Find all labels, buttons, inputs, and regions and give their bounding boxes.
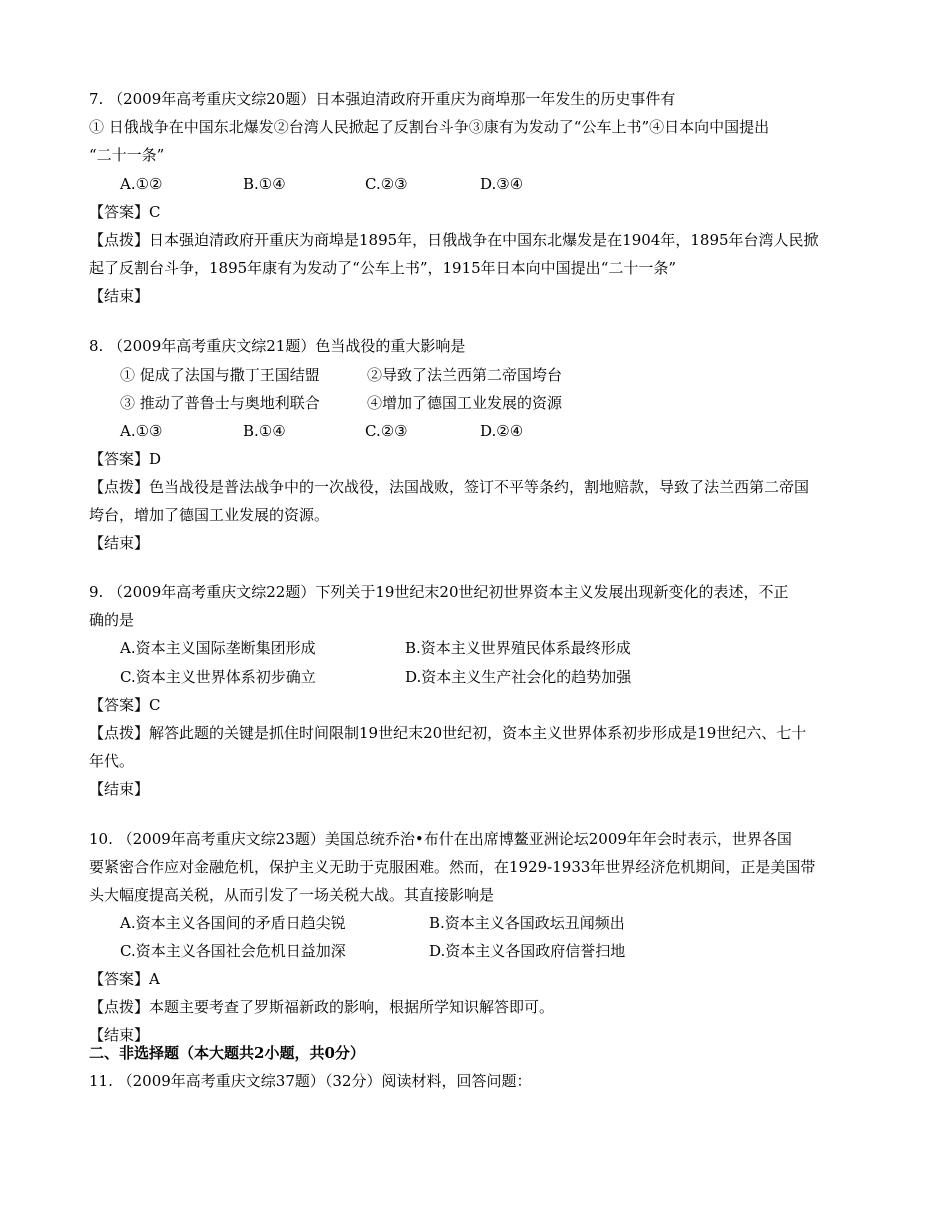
- q9-end: 【结束】: [89, 780, 150, 798]
- q9-option-c: C.资本主义世界体系初步确立: [120, 668, 316, 686]
- q8-item-3: ③ 推动了普鲁士与奥地利联合: [120, 394, 320, 412]
- q7-analysis-line1: 【点拨】日本强迫清政府开重庆为商埠是1895年，日俄战争在中国东北爆发是在1904年，1895年台湾人民掀: [89, 231, 819, 249]
- q8-option-b: B.①④: [243, 422, 286, 440]
- q8-end: 【结束】: [89, 534, 150, 552]
- q8-analysis-line1: 【点拨】色当战役是普法战争中的一次战役，法国战败，签订不平等条约，割地赔款，导致了法兰西第二帝国: [89, 478, 810, 496]
- q10-end: 【结束】: [89, 1026, 150, 1044]
- q9-answer: 【答案】C: [89, 696, 161, 714]
- q7-analysis-line2: 起了反割台斗争，1895年康有为发动了“公车上书”，1915年日本向中国提出“二十一条”: [89, 259, 677, 277]
- q10-analysis: 【点拨】本题主要考查了罗斯福新政的影响，根据所学知识解答即可。: [89, 998, 555, 1016]
- q9-option-d: D.资本主义生产社会化的趋势加强: [405, 668, 632, 686]
- q7-option-b: B.①④: [243, 175, 286, 193]
- q8-option-a: A.①③: [120, 422, 163, 440]
- q7-option-a: A.①②: [120, 175, 163, 193]
- q8-option-d: D.②④: [480, 422, 524, 440]
- q8-stem: 8. （2009年高考重庆文综21题）色当战役的重大影响是: [89, 337, 466, 355]
- q7-option-c: C.②③: [365, 175, 408, 193]
- q10-option-a: A.资本主义各国间的矛盾日趋尖锐: [120, 914, 346, 932]
- q9-option-b: B.资本主义世界殖民体系最终形成: [405, 639, 631, 657]
- q10-option-b: B.资本主义各国政坛丑闻频出: [429, 914, 625, 932]
- q9-stem-line2: 确的是: [89, 611, 135, 629]
- q9-stem-line1: 9. （2009年高考重庆文综22题）下列关于19世纪末20世纪初世界资本主义发展出现新变化的表述，不正: [89, 583, 789, 601]
- q8-analysis-line2: 垮台，增加了德国工业发展的资源。: [89, 506, 330, 524]
- q8-option-c: C.②③: [365, 422, 408, 440]
- q8-item-4: ④增加了德国工业发展的资源: [367, 394, 563, 412]
- section-heading: 二、非选择题（本大题共2小题，共0分）: [89, 1044, 365, 1062]
- q8-answer: 【答案】D: [89, 450, 162, 468]
- q10-option-d: D.资本主义各国政府信誉扫地: [429, 942, 626, 960]
- q10-answer: 【答案】A: [89, 970, 160, 988]
- q7-end: 【结束】: [89, 287, 150, 305]
- q9-option-a: A.资本主义国际垄断集团形成: [120, 639, 316, 657]
- q10-stem-line2: 要紧密合作应对金融危机，保护主义无助于克服困难。然而，在1929-1933年世界经济危机期间，正是美国带: [89, 858, 816, 876]
- q10-stem-line1: 10. （2009年高考重庆文综23题）美国总统乔治•布什在出席博鳌亚洲论坛2009年年会时表示，世界各国: [89, 830, 792, 848]
- q8-item-2: ②导致了法兰西第二帝国垮台: [367, 366, 563, 384]
- q10-option-c: C.资本主义各国社会危机日益加深: [120, 942, 346, 960]
- q9-analysis-line2: 年代。: [89, 752, 135, 770]
- q7-items-line1: ① 日俄战争在中国东北爆发②台湾人民掀起了反割台斗争③康有为发动了“公车上书”④日本向中国提出: [89, 118, 770, 136]
- q7-answer: 【答案】C: [89, 203, 161, 221]
- q10-stem-line3: 头大幅度提高关税，从而引发了一场关税大战。其直接影响是: [89, 886, 495, 904]
- q7-stem: 7. （2009年高考重庆文综20题）日本强迫清政府开重庆为商埠那一年发生的历史事件有: [89, 90, 676, 108]
- q11-stem: 11. （2009年高考重庆文综37题）（32分）阅读材料，回答问题：: [89, 1072, 532, 1090]
- q7-items-line2: “二十一条”: [89, 146, 165, 164]
- q7-option-d: D.③④: [480, 175, 524, 193]
- q9-analysis-line1: 【点拨】解答此题的关键是抓住时间限制19世纪末20世纪初，资本主义世界体系初步形成是19世纪六、七十: [89, 724, 807, 742]
- q8-item-1: ① 促成了法国与撒丁王国结盟: [120, 366, 320, 384]
